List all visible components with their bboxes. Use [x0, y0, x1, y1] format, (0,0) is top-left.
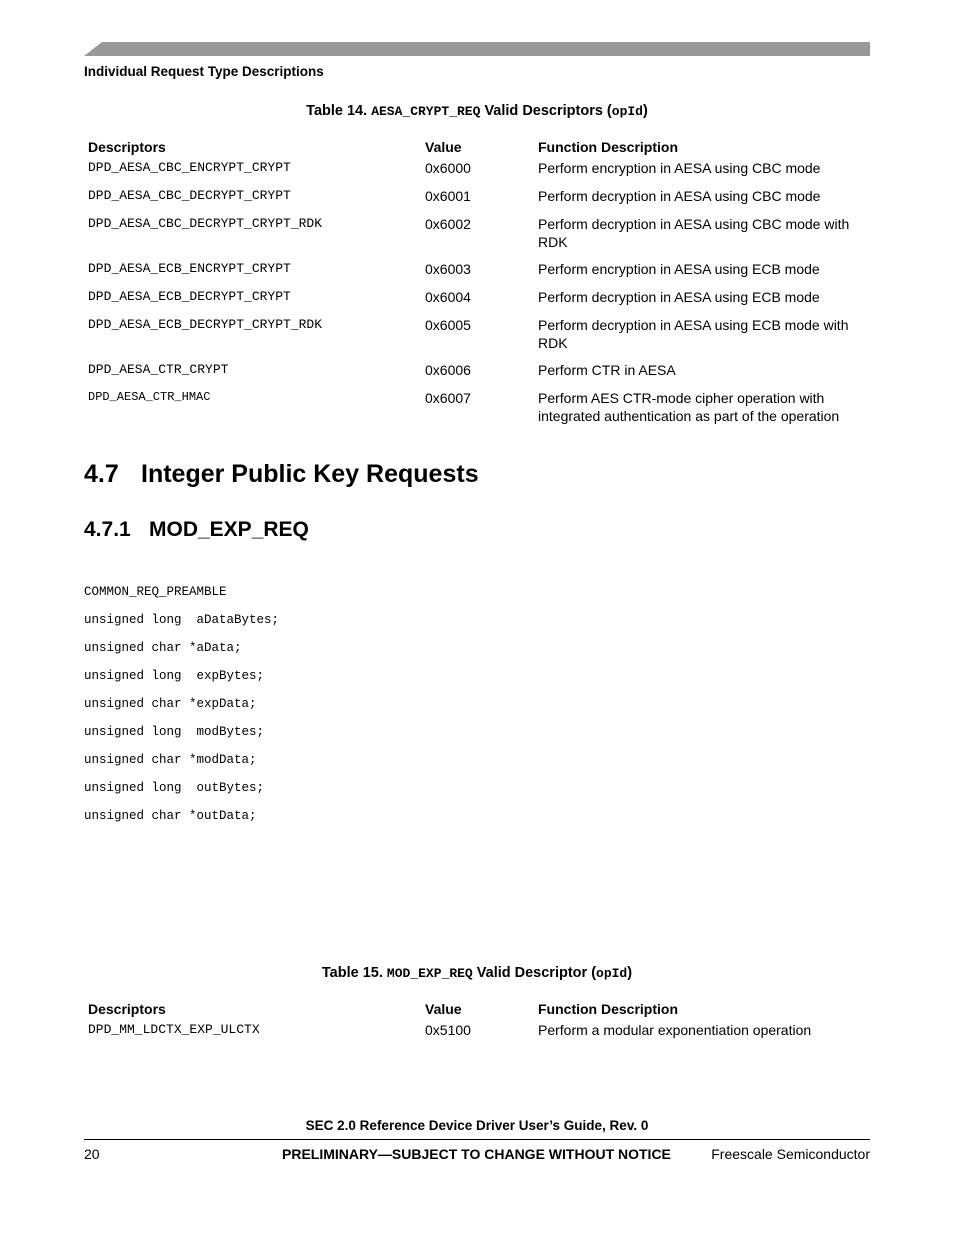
table-14: [84, 134, 870, 435]
value-cell: 0x6007: [425, 390, 471, 406]
caption-text: Valid Descriptor (: [476, 965, 597, 981]
code-line: unsigned char *aData;: [84, 641, 242, 655]
descriptor-cell: DPD_AESA_ECB_DECRYPT_CRYPT_RDK: [88, 317, 323, 332]
descriptor-cell: DPD_AESA_ECB_ENCRYPT_CRYPT: [88, 261, 291, 276]
column-header: Function Description: [538, 1001, 678, 1017]
running-header: Individual Request Type Descriptions: [84, 64, 324, 79]
table-row: [84, 317, 870, 362]
code-line: COMMON_REQ_PREAMBLE: [84, 585, 227, 599]
descriptor-cell: DPD_AESA_ECB_DECRYPT_CRYPT: [88, 289, 291, 304]
descriptor-cell: DPD_AESA_CBC_DECRYPT_CRYPT: [88, 188, 291, 203]
caption-end: ): [627, 965, 633, 981]
code-line: unsigned long modBytes;: [84, 725, 265, 739]
page-number: 20: [84, 1146, 100, 1162]
column-header: Value: [425, 1001, 462, 1017]
descriptor-cell: DPD_AESA_CTR_HMAC: [88, 390, 211, 404]
code-line: unsigned char *outData;: [84, 809, 257, 823]
footer-notice: PRELIMINARY—SUBJECT TO CHANGE WITHOUT NOTICE: [282, 1146, 671, 1162]
table-header-row: [84, 996, 870, 1022]
table-row: [84, 289, 870, 317]
description-cell: Perform encryption in AESA using CBC mode: [538, 160, 821, 176]
table-row: [84, 362, 870, 390]
header-bar: [84, 42, 870, 56]
value-cell: 0x6004: [425, 289, 471, 305]
value-cell: 0x6000: [425, 160, 471, 176]
code-line: unsigned char *expData;: [84, 697, 257, 711]
section-title: Integer Public Key Requests: [141, 460, 479, 488]
description-cell: Perform decryption in AESA using ECB mode with RDK: [538, 317, 849, 351]
footer-divider: [84, 1139, 870, 1140]
description-cell: Perform decryption in AESA using CBC mode with RDK: [538, 216, 850, 250]
caption-code: AESA_CRYPT_REQ: [371, 104, 481, 119]
description-cell: Perform a modular exponentiation operation: [538, 1022, 812, 1038]
code-line: unsigned char *modData;: [84, 753, 257, 767]
column-header: Function Description: [538, 139, 678, 155]
description-cell: Perform encryption in AESA using ECB mode: [538, 261, 820, 277]
value-cell: 0x6002: [425, 216, 471, 232]
table-row: [84, 216, 870, 261]
table-row: [84, 160, 870, 188]
caption-prefix: Table 14.: [306, 103, 368, 119]
table-15: [84, 996, 870, 1050]
footer-company: Freescale Semiconductor: [711, 1146, 870, 1162]
subsection-number: 4.7.1: [84, 518, 131, 541]
description-cell: Perform decryption in AESA using ECB mode: [538, 289, 820, 305]
code-block: [84, 584, 279, 836]
descriptor-cell: DPD_AESA_CTR_CRYPT: [88, 362, 229, 377]
descriptor-cell: DPD_AESA_CBC_ENCRYPT_CRYPT: [88, 160, 291, 175]
column-header: Descriptors: [88, 1001, 166, 1017]
caption-prefix: Table 15.: [321, 965, 383, 981]
table-row: [84, 1022, 870, 1050]
subsection-title: MOD_EXP_REQ: [149, 518, 309, 541]
code-line: unsigned long aDataBytes;: [84, 613, 280, 627]
column-header: Descriptors: [88, 139, 166, 155]
description-cell: Perform AES CTR-mode cipher operation with integrated authentication as part of the operation: [538, 390, 840, 424]
caption-code-opid: opId: [596, 966, 628, 981]
value-cell: 0x6005: [425, 317, 471, 333]
caption-end: ): [642, 103, 648, 119]
code-line: unsigned long outBytes;: [84, 781, 265, 795]
table-row: [84, 261, 870, 289]
description-cell: Perform decryption in AESA using CBC mode: [538, 188, 821, 204]
value-cell: 0x5100: [425, 1022, 471, 1038]
caption-text: Valid Descriptors (: [484, 103, 612, 119]
descriptor-cell: DPD_AESA_CBC_DECRYPT_CRYPT_RDK: [88, 216, 323, 231]
subsection-heading: [84, 518, 309, 542]
table-14-caption: [84, 103, 870, 119]
column-header: Value: [425, 139, 462, 155]
section-number: 4.7: [84, 460, 119, 488]
value-cell: 0x6001: [425, 188, 471, 204]
table-header-row: [84, 134, 870, 160]
description-cell: Perform CTR in AESA: [538, 362, 676, 378]
caption-code: MOD_EXP_REQ: [386, 966, 473, 981]
value-cell: 0x6003: [425, 261, 471, 277]
table-row: [84, 188, 870, 216]
descriptor-cell: DPD_MM_LDCTX_EXP_ULCTX: [88, 1022, 260, 1037]
code-line: unsigned long expBytes;: [84, 669, 265, 683]
section-heading: [84, 460, 479, 489]
table-row: [84, 390, 870, 435]
value-cell: 0x6006: [425, 362, 471, 378]
footer-guide-title: SEC 2.0 Reference Device Driver User’s Guide, Rev. 0: [305, 1118, 649, 1133]
caption-code-opid: opId: [611, 104, 643, 119]
table-15-caption: [84, 965, 870, 981]
